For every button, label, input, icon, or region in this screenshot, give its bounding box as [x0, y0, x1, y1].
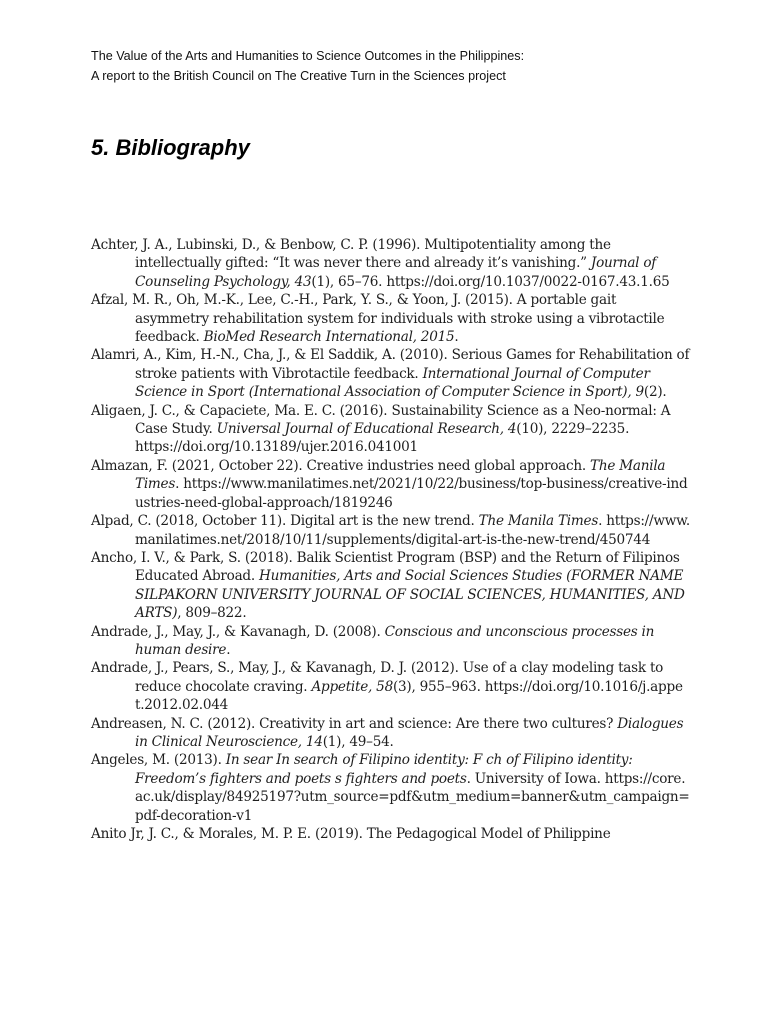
reference-text: Afzal, M. R., Oh, M.-K., Lee, C.-H., Park, Y. S., & Yoon, J. (2015). A portable gait asymmetry rehabilitation system for individuals with stroke using a vibrotactile feedback. — [91, 292, 665, 346]
reference-details: . — [454, 329, 459, 346]
reference-details: (1), 49–54. — [322, 733, 394, 750]
reference-text: Achter, J. A., Lubinski, D., & Benbow, C. P. (1996). Multipotentiality among the intellectually gifted: “It was never there and already it’s vanishing.” — [91, 237, 611, 272]
reference-entry — [91, 457, 691, 512]
reference-details: . — [598, 513, 603, 530]
reference-details: . — [226, 641, 231, 658]
reference-details: . — [175, 476, 180, 493]
reference-source: Dialogues in Clinical Neuroscience, 14 — [135, 715, 684, 750]
reference-link[interactable]: https://www.manilatimes.net/2021/10/22/business/top-business/creative-industries-need-global-approach/1819246 — [135, 476, 688, 511]
reference-source: BioMed Research International, 2015 — [203, 329, 455, 346]
reference-text: Andreasen, N. C. (2012). Creativity in art and science: Are there two cultures? — [91, 715, 618, 732]
reference-source: The Manila Times — [478, 513, 599, 530]
header-line-2: A report to the British Council on The Creative Turn in the Sciences project — [91, 69, 506, 83]
reference-entry — [91, 549, 691, 623]
reference-text: Almazan, F. (2021, October 22). Creative industries need global approach. — [91, 457, 591, 474]
reference-entry — [91, 825, 691, 843]
reference-entry — [91, 623, 691, 660]
reference-details: , 809–822. — [177, 605, 247, 622]
reference-entry — [91, 236, 691, 291]
reference-source: In sear In search of Filipino identity: F ch of Filipino identity: Freedom’s fighters and poets s fighters and poets — [135, 752, 633, 787]
reference-source: Universal Journal of Educational Research, 4 — [216, 421, 517, 438]
reference-text: Andrade, J., Pears, S., May, J., & Kavanagh, D. J. (2012). Use of a clay modeling task to reduce chocolate craving. — [91, 660, 664, 695]
reference-source: Appetite, 58 — [311, 678, 393, 695]
reference-text: Aligaen, J. C., & Capaciete, Ma. E. C. (2016). Sustainability Science as a Neo-normal: A Case Study. — [91, 402, 671, 438]
reference-source: The Manila Times — [135, 457, 666, 493]
reference-link[interactable]: https://doi.org/10.1016/j.appet.2012.02.044 — [135, 678, 683, 714]
header-line-1: The Value of the Arts and Humanities to Science Outcomes in the Philippines: — [91, 49, 525, 63]
reference-details: . University of Iowa. — [466, 770, 601, 787]
reference-text: Anito Jr, J. C., & Morales, M. P. E. (2019). The Pedagogical Model of Philippine — [91, 826, 611, 842]
section-title: 5. Bibliography — [91, 135, 250, 160]
reference-text: Alamri, A., Kim, H.-N., Cha, J., & El Saddik, A. (2010). Serious Games for Rehabilitation of stroke patients with Vibrotactile feedback. — [91, 347, 690, 382]
reference-entry — [91, 751, 691, 825]
reference-text: Ancho, I. V., & Park, S. (2018). Balik Scientist Program (BSP) and the Return of Filipinos Educated Abroad. — [91, 549, 680, 585]
reference-link[interactable]: https://core.ac.uk/display/84925197?utm_source=pdf&utm_medium=banner&utm_campaign=pdf-decoration-v1 — [135, 770, 690, 824]
reference-link[interactable]: https://www.manilatimes.net/2018/10/11/supplements/digital-art-is-the-new-trend/450744 — [135, 513, 690, 548]
reference-entry — [91, 291, 691, 346]
reference-link[interactable]: https://doi.org/10.1037/0022-0167.43.1.65 — [386, 273, 670, 290]
reference-entry — [91, 715, 691, 752]
reference-source: Humanities, Arts and Social Sciences Studies (FORMER NAME SILPAKORN UNIVERSITY JOURNAL OF SOCIAL SCIENCES, HUMANITIES, AND ARTS) — [135, 568, 685, 622]
reference-source: Conscious and unconscious processes in human desire — [135, 623, 655, 658]
reference-details: (10), 2229–2235. https://doi.org/10.13189/ujer.2016.041001 — [135, 421, 630, 456]
reference-source: Journal of Counseling Psychology, 43 — [135, 255, 657, 290]
reference-entry — [91, 659, 691, 714]
reference-entry — [91, 346, 691, 401]
reference-details: (1), 65–76. — [311, 273, 383, 290]
reference-details: (3), 955–963. — [392, 678, 481, 695]
reference-source: International Journal of Computer Science in Sport (International Association of Computer Science in Sport), 9 — [135, 365, 650, 401]
reference-entry — [91, 402, 691, 457]
reference-details: (2). — [643, 384, 667, 401]
reference-text: Alpad, C. (2018, October 11). Digital art is the new trend. — [91, 513, 479, 530]
reference-entry — [91, 512, 691, 549]
reference-text: Angeles, M. (2013). — [91, 752, 226, 769]
running-header — [91, 46, 731, 86]
reference-text: Andrade, J., May, J., & Kavanagh, D. (2008). — [91, 623, 385, 640]
bibliography-list — [91, 236, 691, 843]
